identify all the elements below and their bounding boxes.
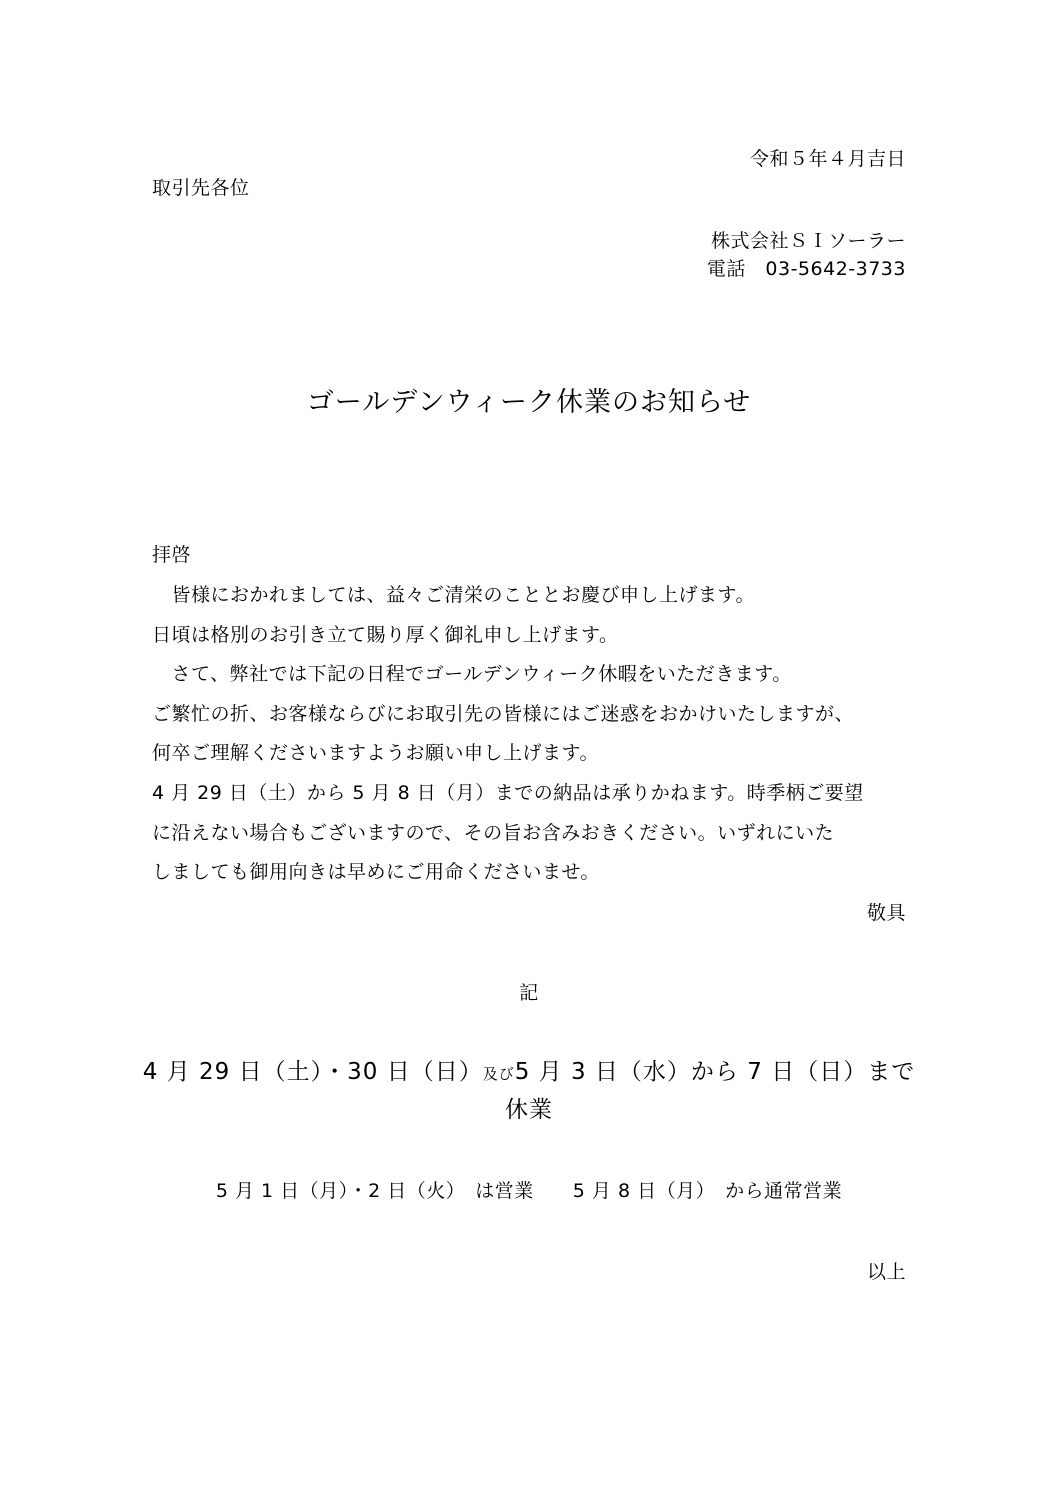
business-days-line: 5 月 1 日（月）・2 日（火） は営業 5 月 8 日（月） から通常営業 xyxy=(215,1180,843,1202)
salutation: 拝啓 xyxy=(152,544,192,566)
body-paragraph-line: に沿えない場合もございますので、その旨お含みおきください。いずれにいた xyxy=(152,822,835,844)
body-paragraph-line: 日頃は格別のお引き立て賜り厚く御礼申し上げます。 xyxy=(152,624,619,646)
body-paragraph-line: 皆様におかれましては、益々ご清栄のこととお慶び申し上げます。 xyxy=(152,584,755,606)
holiday-part-2: 5 月 3 日（水）から 7 日（日）まで xyxy=(514,1059,916,1085)
document-title: ゴールデンウィーク休業のお知らせ xyxy=(306,387,752,418)
body-paragraph-line: さて、弊社では下記の日程でゴールデンウィーク休暇をいただきます。 xyxy=(152,663,792,685)
notice-ki: 記 xyxy=(519,982,539,1004)
document-date: 令和５年４月吉日 xyxy=(749,148,906,170)
recipient-line: 取引先各位 xyxy=(152,177,250,199)
sender-company: 株式会社ＳＩソーラー xyxy=(710,230,906,252)
body-paragraph-line: ご繁忙の折、お客様ならびにお取引先の皆様にはご迷惑をおかけいたしますが、 xyxy=(152,703,855,725)
holiday-period-line xyxy=(0,1056,1058,1090)
sender-phone: 電話 03-5642-3733 xyxy=(706,258,906,280)
holiday-part-1: 4 月 29 日（土）・30 日（日） xyxy=(142,1059,483,1085)
holiday-label-line: 休業 xyxy=(505,1097,553,1123)
closing-keigu: 敬具 xyxy=(866,902,906,924)
body-paragraph-line: 何卒ご理解くださいますようお願い申し上げます。 xyxy=(152,742,599,764)
closing-ijou: 以上 xyxy=(866,1261,906,1283)
holiday-oyobi: 及び xyxy=(482,1065,515,1083)
body-paragraph-line: 4 月 29 日（土）から 5 月 8 日（月）までの納品は承りかねます。時季柄ご要望 xyxy=(152,782,864,804)
body-paragraph-line: しましても御用向きは早めにご用命くださいませ。 xyxy=(152,861,600,883)
